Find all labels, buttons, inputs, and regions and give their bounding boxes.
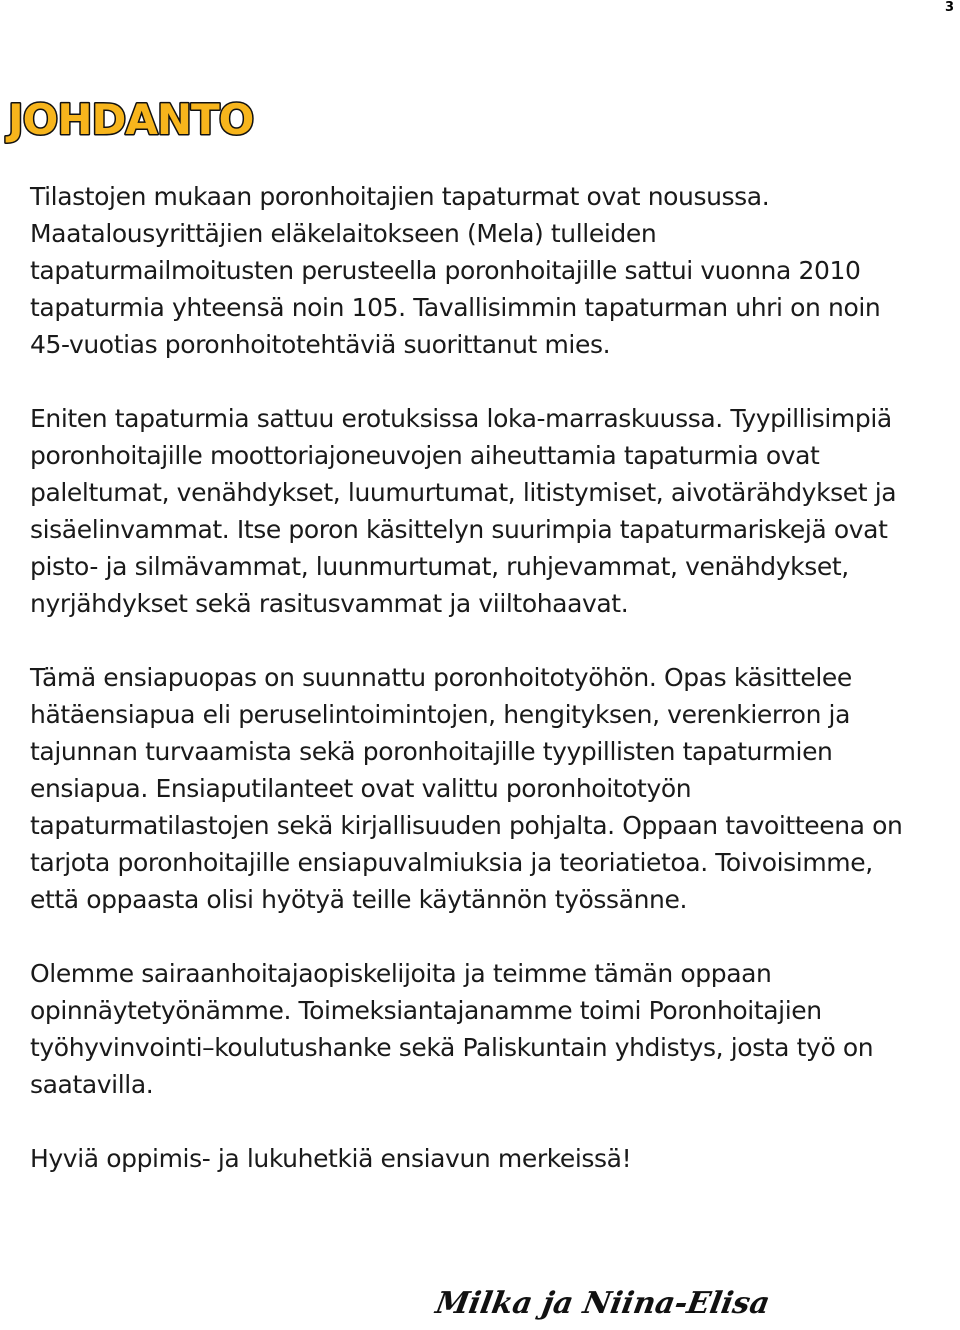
page-title-text: JOHDANTO bbox=[8, 95, 254, 144]
signature: Milka ja Niina-Elisa bbox=[432, 1286, 773, 1321]
page-title-graphic bbox=[4, 88, 304, 148]
page-title bbox=[4, 88, 304, 148]
paragraph: Eniten tapaturmia sattuu erotuksissa loka-marraskuussa. Tyypillisimpiä poronhoitajille moottoriajoneuvojen aiheuttamia tapaturmia ovat paleltumat, venähdykset, luumurtumat, litistymiset, aivotärähdykset ja sisäelinvammat. Itse poron käsittelyn suurimpia tapaturmariskejä ovat pisto- ja silmävammat, luunmurtumat, ruhjevammat, venähdykset, nyrjähdykset sekä rasitusvammat ja viiltohaavat. bbox=[30, 404, 897, 618]
paragraph: Tämä ensiapuopas on suunnattu poronhoitotyöhön. Opas käsittelee hätäensiapua eli peruselintoimintojen, hengityksen, verenkierron ja tajunnan turvaamista sekä poronhoitajille tyypillisten tapaturmien ensiapua. Ensiaputilanteet ovat valittu poronhoitotyön tapaturmatilastojen sekä kirjallisuuden pohjalta. Oppaan tavoitteena on tarjota poronhoitajille ensiapuvalmiuksia ja teoriatietoa. Toivoisimme, että oppaasta olisi hyötyä teille käytännön työssänne. bbox=[30, 663, 903, 914]
body-text bbox=[30, 178, 910, 1177]
page-number: 3 bbox=[944, 0, 954, 15]
closing-line: Hyviä oppimis- ja lukuhetkiä ensiavun merkeissä! bbox=[30, 1144, 632, 1173]
paragraph: Olemme sairaanhoitajaopiskelijoita ja teimme tämän oppaan opinnäytetyönämme. Toimeksiantajanamme toimi Poronhoitajien työhyvinvointi–koulutushanke sekä Paliskuntain yhdistys, josta työ on saatavilla. bbox=[30, 959, 874, 1099]
paragraph: Tilastojen mukaan poronhoitajien tapaturmat ovat nousussa. Maatalousyrittäjien eläkelaitokseen (Mela) tulleiden tapaturmailmoitusten perusteella poronhoitajille sattui vuonna 2010 tapaturmia yhteensä noin 105. Tavallisimmin tapaturman uhri on noin 45-vuotias poronhoitotehtäviä suorittanut mies. bbox=[30, 182, 881, 359]
